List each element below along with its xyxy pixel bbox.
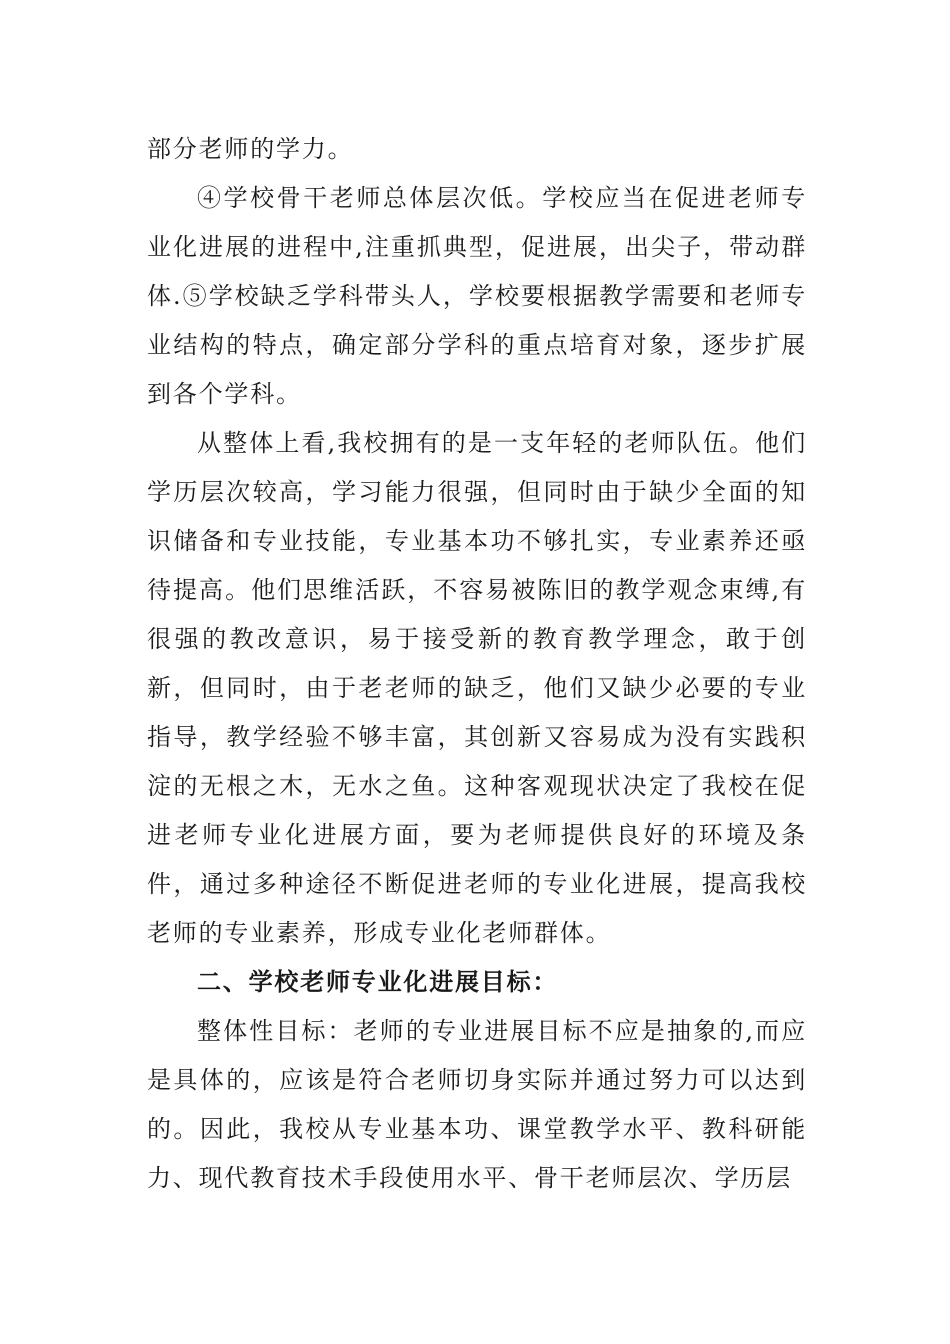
paragraph-backbone-teachers: ④学校骨干老师总体层次低。学校应当在促进老师专业化进展的进程中,注重抓典型，促进展，出尖子，带动群体.⑤学校缺乏学科带头人，学校要根据教学需要和老师专业结构的特点，确定部分学科的重点培育对象，逐步扩展到各个学科。 [147,184,807,408]
paragraph-continuation: 部分老师的学力。 [147,135,354,163]
paragraph-overall-situation: 从整体上看,我校拥有的是一支年轻的老师队伍。他们学历层次较高，学习能力很强，但同时由于缺少全面的知识储备和专业技能，专业基本功不够扎实，专业素养还亟待提高。他们思维活跃，不容易被陈旧的教学观念束缚,有很强的教改意识，易于接受新的教育教学理念，敢于创新，但同时，由于老老师的缺乏，他们又缺少必要的专业指导，教学经验不够丰富，其创新又容易成为没有实践积淀的无根之木，无水之鱼。这种客观现状决定了我校在促进老师专业化进展方面，要为老师提供良好的环境及条件，通过多种途径不断促进老师的专业化进展，提高我校老师的专业素养，形成专业化老师群体。 [147,429,807,947]
section-heading-goals: 二、学校老师专业化进展目标： [197,968,559,996]
document-body [147,125,807,1203]
paragraph-overall-goal: 整体性目标：老师的专业进展目标不应是抽象的,而应是具体的，应该是符合老师切身实际并通过努力可以达到的。因此，我校从专业基本功、课堂教学水平、教科研能力、现代教育技术手段使用水平、骨干老师层次、学历层 [147,1017,807,1192]
